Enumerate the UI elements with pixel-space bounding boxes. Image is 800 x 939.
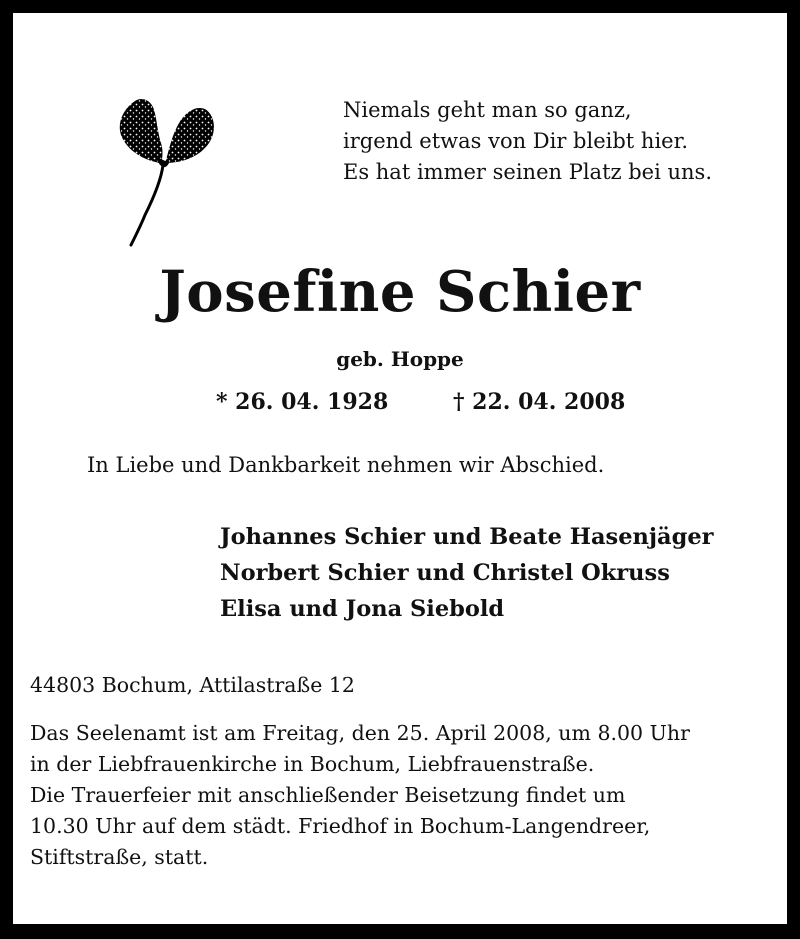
poem-line: Es hat immer seinen Platz bei uns. (343, 160, 713, 184)
mourners-list (220, 519, 714, 627)
service-info (30, 718, 690, 873)
service-line: in der Liebfrauenkirche in Bochum, Liebfrauenstraße. (30, 752, 595, 776)
death-date: † 22. 04. 2008 (453, 389, 626, 415)
farewell-text: In Liebe und Dankbarkeit nehmen wir Abschied. (87, 453, 605, 477)
birth-date: * 26. 04. 1928 (216, 389, 389, 415)
service-line: Die Trauerfeier mit anschließender Beisetzung findet um (30, 783, 626, 807)
ginkgo-leaf-icon (105, 91, 225, 251)
mourner-line: Johannes Schier und Beate Hasenjäger (220, 524, 714, 550)
mourner-line: Norbert Schier und Christel Okruss (220, 560, 670, 586)
mourner-line: Elisa und Jona Siebold (220, 596, 505, 622)
born-name: geb. Hoppe (336, 347, 464, 371)
deceased-name: Josefine Schier (159, 259, 641, 325)
poem-line: irgend etwas von Dir bleibt hier. (343, 129, 688, 153)
address: 44803 Bochum, Attilastraße 12 (30, 673, 355, 697)
service-line: Das Seelenamt ist am Freitag, den 25. April 2008, um 8.00 Uhr (30, 721, 690, 745)
poem (343, 95, 712, 188)
poem-line: Niemals geht man so ganz, (343, 98, 632, 122)
service-line: 10.30 Uhr auf dem städt. Friedhof in Bochum-Langendreer, (30, 814, 651, 838)
service-line: Stiftstraße, statt. (30, 845, 209, 869)
